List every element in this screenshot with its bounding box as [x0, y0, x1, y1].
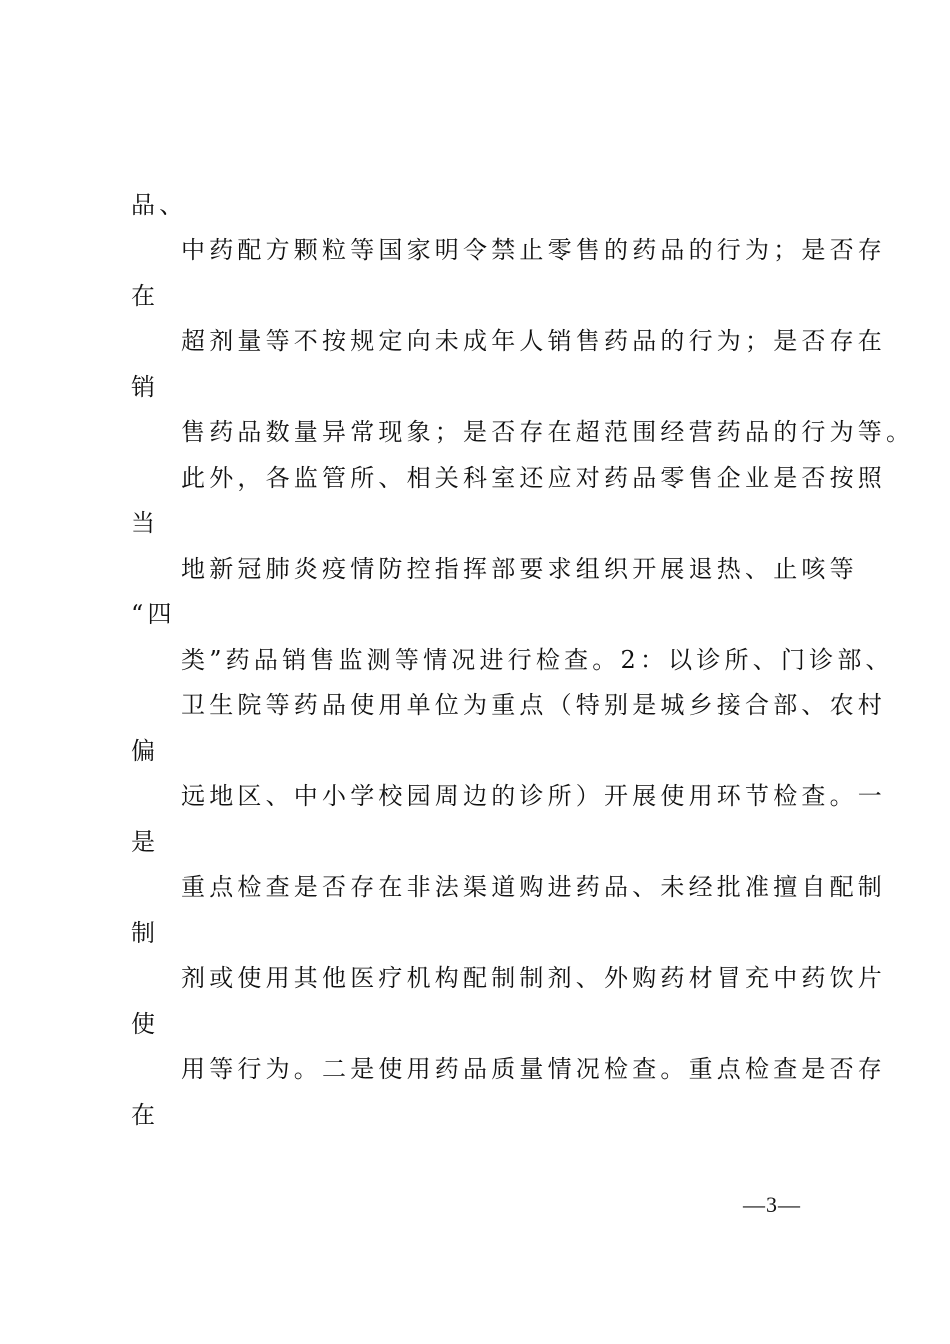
- text-line-18: 剂或使用其他医疗机构配制制剂、外购药材冒充中药饮片: [181, 964, 886, 992]
- text-line-8: 当: [131, 509, 160, 537]
- text-line-21: 在: [131, 1101, 160, 1129]
- text-line-7: 此外，各监管所、相关科室还应对药品零售企业是否按照: [181, 464, 886, 492]
- text-line-6: 售药品数量异常现象；是否存在超范围经营药品的行为等。: [181, 418, 915, 446]
- text-line-13: 偏: [131, 737, 160, 765]
- text-line-5: 销: [131, 373, 160, 401]
- page-number: —3—: [743, 1192, 801, 1217]
- text-line-19: 使: [131, 1010, 160, 1038]
- text-line-15: 是: [131, 828, 160, 856]
- text-line-17: 制: [131, 919, 160, 947]
- text-line-1: 品、: [131, 191, 188, 219]
- text-line-3: 在: [131, 282, 160, 310]
- text-line-9: 地新冠肺炎疫情防控指挥部要求组织开展退热、止咳等: [181, 555, 858, 583]
- text-line-11: 类”药品销售监测等情况进行检查。2：以诊所、门诊部、: [181, 646, 894, 674]
- text-line-10: “四: [131, 600, 176, 628]
- text-line-12: 卫生院等药品使用单位为重点（特别是城乡接合部、农村: [181, 691, 886, 719]
- text-line-2: 中药配方颗粒等国家明令禁止零售的药品的行为；是否存: [181, 236, 886, 264]
- text-line-4: 超剂量等不按规定向未成年人销售药品的行为；是否存在: [181, 327, 886, 355]
- text-line-16: 重点检查是否存在非法渠道购进药品、未经批准擅自配制: [181, 873, 886, 901]
- text-line-14: 远地区、中小学校园周边的诊所）开展使用环节检查。一: [181, 782, 886, 810]
- text-line-20: 用等行为。二是使用药品质量情况检查。重点检查是否存: [181, 1055, 886, 1083]
